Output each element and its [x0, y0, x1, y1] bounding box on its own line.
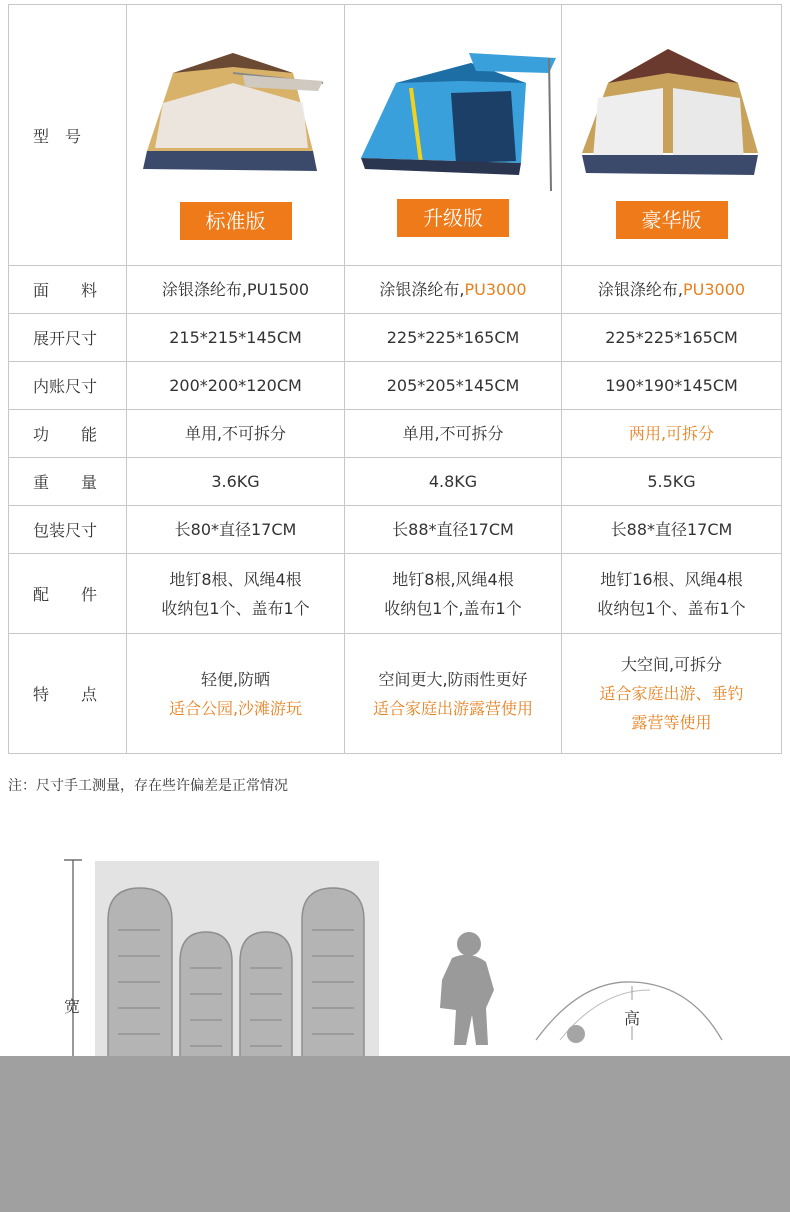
tent-standard-image [133, 43, 338, 193]
cell-text: 单用,不可拆分 [402, 424, 504, 443]
cell-text: 涂银涤纶布,PU1500 [161, 280, 310, 299]
cell-text: 长88*直径17CM [610, 520, 733, 539]
measurement-note: 注：尺寸手工测量，存在些许偏差是正常情况 [8, 778, 288, 794]
spec-row [9, 554, 782, 634]
cell-text: 收纳包1个、盖布1个 [161, 598, 310, 618]
cell-text: 地钉8根,风绳4根 [392, 569, 514, 589]
spec-row-label: 功 能 [9, 410, 127, 458]
cell-text: 4.8KG [428, 472, 478, 491]
spec-cell [127, 410, 345, 458]
highlight-text: PU3000 [464, 280, 527, 299]
spec-table [8, 4, 782, 754]
spec-cell [127, 314, 345, 362]
badge-standard: 标准版 [180, 202, 292, 240]
highlight-text: 露营等使用 [631, 713, 712, 732]
spec-row-label: 展开尺寸 [9, 314, 127, 362]
spec-cell [345, 506, 562, 554]
spec-cell [345, 458, 562, 506]
spec-cell [562, 410, 782, 458]
tent-deluxe-image [568, 43, 773, 193]
cell-text: 225*225*165CM [386, 328, 520, 347]
spec-cell [562, 314, 782, 362]
spec-row-label: 内账尺寸 [9, 362, 127, 410]
spec-row [9, 410, 782, 458]
model-row [9, 5, 782, 266]
person-silhouette-icon [440, 932, 494, 1045]
model-upgrade [345, 5, 562, 266]
spec-cell [562, 554, 782, 634]
spec-cell [127, 266, 345, 314]
cell-text: 收纳包1个,盖布1个 [384, 598, 522, 618]
spec-cell [345, 362, 562, 410]
cell-text: 215*215*145CM [169, 328, 302, 347]
cell-text: 地钉16根、风绳4根 [600, 569, 743, 589]
cell-text: 涂银涤纶布, [597, 280, 683, 299]
gray-overlay-band [0, 1056, 790, 1212]
model-label: 型 号 [9, 5, 127, 266]
cell-text: 轻便,防晒 [200, 669, 271, 689]
spec-cell [562, 506, 782, 554]
highlight-text: 适合家庭出游、垂钓 [599, 684, 744, 703]
cell-text: 190*190*145CM [605, 376, 738, 395]
spec-cell [127, 554, 345, 634]
tent-upgrade-image [351, 43, 556, 193]
spec-row [9, 634, 782, 754]
spec-row [9, 362, 782, 410]
badge-upgrade: 升级版 [397, 199, 509, 237]
height-label: 高 [623, 1009, 641, 1028]
width-label: 宽 [63, 997, 81, 1016]
spec-cell [127, 634, 345, 754]
spec-row-label: 特 点 [9, 634, 127, 754]
cell-text: 205*205*145CM [386, 376, 520, 395]
spec-cell [127, 362, 345, 410]
spec-row [9, 506, 782, 554]
spec-cell [127, 506, 345, 554]
spec-row [9, 458, 782, 506]
model-standard [127, 5, 345, 266]
spec-row-label: 面 料 [9, 266, 127, 314]
spec-row [9, 266, 782, 314]
spec-cell [562, 266, 782, 314]
cell-text: 3.6KG [211, 472, 260, 491]
cell-text: 收纳包1个、盖布1个 [597, 598, 746, 618]
cell-text: 5.5KG [647, 472, 696, 491]
spec-cell [127, 458, 345, 506]
cell-text: 200*200*120CM [169, 376, 302, 395]
spec-cell [345, 410, 562, 458]
spec-cell [562, 458, 782, 506]
spec-row-label: 配 件 [9, 554, 127, 634]
cell-text: 地钉8根、风绳4根 [169, 569, 302, 589]
spec-cell [562, 362, 782, 410]
highlight-text: 适合公园,沙滩游玩 [168, 698, 303, 718]
cell-text: 225*225*165CM [605, 328, 738, 347]
cell-text: 涂银涤纶布, [379, 280, 465, 299]
spec-cell [345, 314, 562, 362]
highlight-text: 适合家庭出游露营使用 [372, 698, 533, 718]
spec-cell [345, 554, 562, 634]
spec-cell [345, 634, 562, 754]
cell-text: 长80*直径17CM [174, 520, 297, 539]
cell-text: 大空间,可拆分 [620, 655, 723, 674]
cell-text: 空间更大,防雨性更好 [378, 669, 528, 689]
badge-deluxe: 豪华版 [616, 201, 728, 239]
cell-text: 单用,不可拆分 [184, 424, 287, 443]
spec-cell [345, 266, 562, 314]
spec-row-label: 包装尺寸 [9, 506, 127, 554]
spec-row-label: 重 量 [9, 458, 127, 506]
spec-cell [562, 634, 782, 754]
spec-row [9, 314, 782, 362]
width-dimension-line [64, 860, 82, 1056]
highlight-text: PU3000 [683, 280, 746, 299]
cell-text: 长88*直径17CM [392, 520, 514, 539]
model-deluxe [562, 5, 782, 266]
highlight-text: 两用,可拆分 [628, 424, 715, 443]
